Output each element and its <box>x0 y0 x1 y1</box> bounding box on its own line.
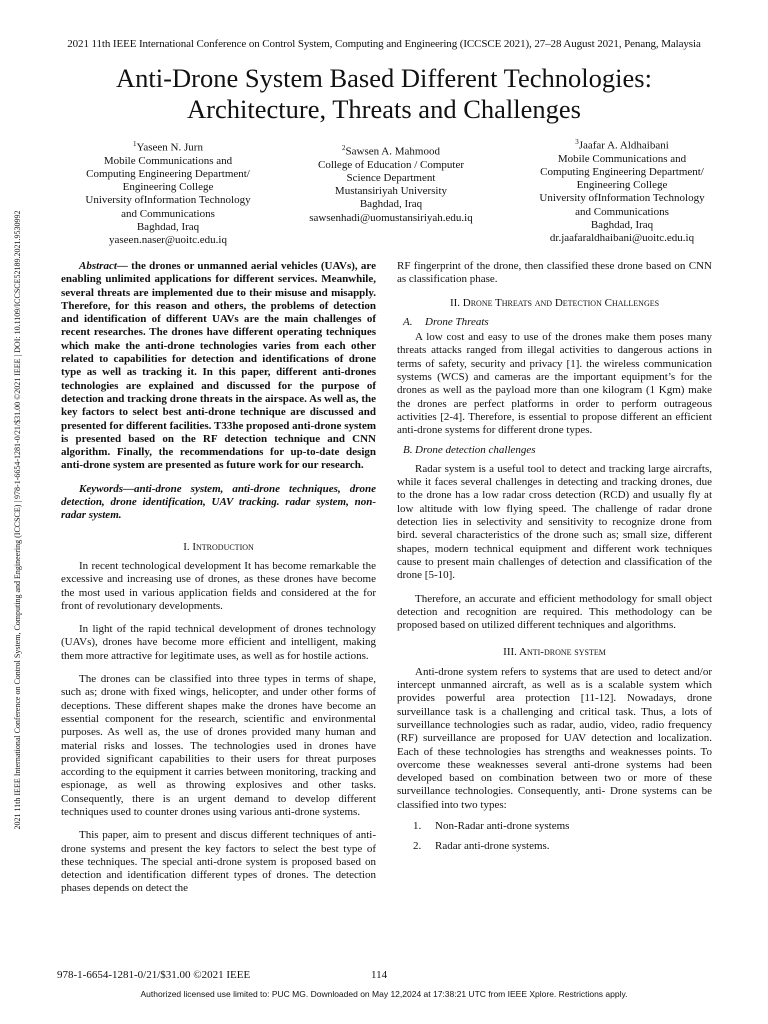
footer-isbn: 978-1-6654-1281-0/21/$31.00 ©2021 IEEE <box>57 969 251 981</box>
author-affil-line: Computing Engineering Department/ <box>540 166 704 179</box>
author-affil-line: and Communications <box>121 207 215 220</box>
author-affil-line: Baghdad, Iraq <box>590 218 654 231</box>
section-heading-introduction: I. Introduction <box>183 540 254 553</box>
left-column <box>61 260 376 902</box>
author-name: $^1$Yaseen N. Jurn <box>133 140 203 154</box>
section-heading-anti-drone: III. Anti-drone system <box>503 646 606 659</box>
subsection-heading-threats: A. Drone Threats <box>403 315 489 328</box>
title-line-1: Anti-Drone System Based Different Technologies: <box>116 63 652 93</box>
threats-paragraph: A low cost and easy to use of the drones make them poses many threats attacks ranged from illegal activities to dangerous actions in terms of safety, security and privacy [1]. the wireless communication systems (WCS) and cameras are the important equipment’s for the drones as well as the payload more than one kilogram (1 Kgm) make the drones are perfect platforms in order to perform outrageous activities [2-4]. Therefore, is essential to propose different an efficient anti-drone systems for different drone types. <box>397 331 712 437</box>
intro-paragraph: This paper, aim to present and discus different techniques of anti-drone systems and present the key factors to select the best type of these techniques. The special anti-drone system is proposed based on detection and identification different types of drones. The detection phases depends on detect the <box>61 829 376 895</box>
page-number: 114 <box>371 969 388 981</box>
author-affil-line: Mustansiriyah University <box>334 185 448 198</box>
right-column <box>397 260 712 854</box>
author-affil-line: Engineering College <box>576 179 668 192</box>
abstract-text: the drones or unmanned aerial vehicles (UAVs), are enabling unlimited applications for different services. Meanwhile, several threats are implemented due to their misuse and misapply. Therefore, for this reason and others, the problems of detection and identification of different UAVs are the main challenges of recent researches. The drones have different operating techniques which make the anti-drone technologies varies from each other related to capabilities for detection and identifications of drone type as well as tracking it. In this paper, different anti-drones technologies are explained and discussed for the purpose of detection and tracking drone threats in the airspace. As well as, the key factors to select best anti-drone technique are discussed and presented for different facilities. T33he proposed anti-drone system is presented based on the RF detection technique and CNN algorithm. Finally, the recommendations for up-to-date design anti-drone system are presented as future work for our research. <box>61 260 376 472</box>
abstract <box>61 260 376 473</box>
subsection-heading-challenges: B. Drone detection challenges <box>403 443 536 456</box>
author-email[interactable]: yaseen.naser@uoitc.edu.iq <box>109 234 227 247</box>
abstract-label: Abstract— <box>79 260 128 272</box>
author-block-1 <box>58 138 278 247</box>
author-email[interactable]: dr.jaafaraldhaibani@uoitc.edu.iq <box>549 232 695 245</box>
author-affil-line: College of Education / Computer <box>317 158 465 171</box>
license-notice: Authorized licensed use limited to: PUC MG. Downloaded on May 12,2024 at 17:38:21 UTC from IEEE Xplore. Restrictions apply. <box>140 989 628 999</box>
intro-continuation: RF fingerprint of the drone, then classified these drone based on CNN as classification phase. <box>397 260 712 286</box>
author-affil-line: Engineering College <box>122 181 214 194</box>
author-affil-line: Baghdad, Iraq <box>136 220 200 233</box>
paper-title <box>40 63 728 125</box>
author-email[interactable]: sawsenhadi@uomustansiriyah.edu.iq <box>309 211 473 224</box>
intro-paragraph: The drones can be classified into three types in terms of shape, such as; drone with fixed wings, helicopter, and under other forms of deceptions. These different shapes make the drones have become an essential component for the research, scientific and environmental purposes. As well as, the use of drones provided many human and material risks and losses. The technologies used in drones have provided significant capabilities to their users for threat purposes according to the equipment it carries between monitoring, tracking and espionage, as well as throwing explosives and other tasks. Consequently, there is an urgent demand to develop different techniques used to counter drones using various anti-drone systems. <box>61 673 376 818</box>
side-identifier: 2021 11th IEEE International Conference on Control System, Computing and Engineering (ICCSCE) | 978-1-6654-1281-0/21/$31.00 ©2021 IEEE | DOI: 10.1109/ICCSCE52189.2021.9530992 <box>13 210 22 830</box>
challenges-paragraph: Therefore, an accurate and efficient methodology for small object detection and recognition are required. This methodology can be proposed based on utilized different techniques and algorithms. <box>397 592 712 632</box>
keywords: Keywords—anti-drone system, anti-drone techniques, drone detection, drone identification, UAV tracking. radar system, non-radar system. <box>61 482 376 522</box>
intro-paragraph: In light of the rapid technical development of drones technology (UAVs), drones have become more efficient and intelligent, making them more attractive for legitimate uses, as well as for hostile actions. <box>61 623 376 662</box>
author-name: $^3$Jaafar A. Aldhaibani <box>575 138 669 152</box>
challenges-paragraph: Radar system is a useful tool to detect and tracking large aircrafts, while it faces several challenges in detecting and tracking drones, due to the drone has a low radar cross detection (RCD) and usually fly at low altitude with low flying speed. The challenge of radar drone detection lies in selectivity and sensitivity to recognize drone from bird. several characteristics of the drone such as; small size, different shapes, modern technical equipment and different work techniques cause to present main challenges of detection and classification of the drone [5-10]. <box>397 462 712 582</box>
section-heading-threats: II. Drone Threats and Detection Challenges <box>449 296 660 309</box>
intro-paragraph: In recent technological development It has become remarkable the excessive and increasing use of drones, as these drones have become the most used in various application fields and considered at the for front of revolutionary developments. <box>61 559 376 612</box>
author-affil-line: University ofInformation Technology <box>539 192 705 205</box>
conference-header: 2021 11th IEEE International Conference on Control System, Computing and Engineering (ICCSCE 2021), 27–28 August 2021, Penang, Malaysia <box>67 38 701 50</box>
author-affil-line: Mobile Communications and <box>557 152 687 165</box>
author-affil-line: Mobile Communications and <box>103 154 233 167</box>
list-item: 1. Non-Radar anti-drone systems <box>413 819 570 832</box>
title-line-2: Architecture, Threats and Challenges <box>187 94 581 124</box>
author-affil-line: Science Department <box>346 172 436 185</box>
author-affil-line: and Communications <box>575 205 669 218</box>
author-affil-line: Computing Engineering Department/ <box>86 168 250 181</box>
anti-drone-paragraph: Anti-drone system refers to systems that are used to detect and/or intercept unmanned aircraft, as well as is a scalable system which provides powerful area protection [11-12]. Nowadays, drone surveillance task is a challenging and critical task. Thus, a lots of surveillance technologies such as radar, audio, video, radio frequency (RF) surveillance are proposed for UAV detection and localization. Each of these technologies has strengths and weaknesses points. To overcome these weaknesses several anti-drone systems had been developed based on combination between two or more of these surveillance technologies. Consequently, anti- Drone systems can be classified into two types: <box>397 665 712 811</box>
author-name: $^2$Sawsen A. Mahmood <box>342 144 440 158</box>
author-block-3 <box>506 136 738 245</box>
author-affil-line: Baghdad, Iraq <box>359 198 423 211</box>
list-item: 2. Radar anti-drone systems. <box>413 840 550 853</box>
author-affil-line: University ofInformation Technology <box>85 194 251 207</box>
author-block-2 <box>276 142 506 225</box>
